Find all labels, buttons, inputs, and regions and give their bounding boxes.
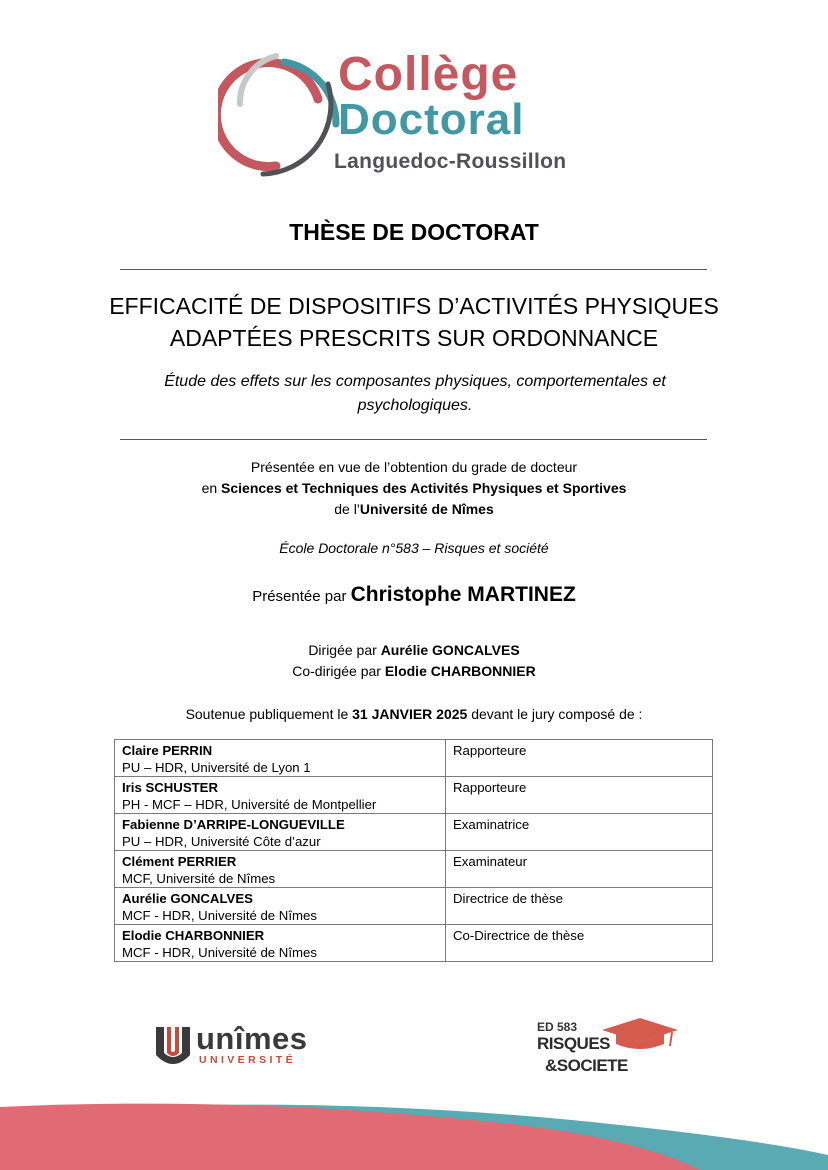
jury-table xyxy=(114,739,713,962)
jury-member-name: Iris SCHUSTER xyxy=(122,780,218,795)
ed-logo-line2: &SOCIETE xyxy=(545,1056,628,1075)
divider-bottom xyxy=(120,439,707,440)
table-row xyxy=(115,814,713,851)
logo-arc-red xyxy=(218,63,318,167)
thesis-title-line1: EFFICACITÉ DE DISPOSITIFS D’ACTIVITÉS PHYSIQUES xyxy=(109,293,719,319)
author-name: Christophe MARTINEZ xyxy=(350,583,576,606)
jury-member-cell xyxy=(115,888,446,925)
footer-wave xyxy=(0,1095,828,1170)
jury-member-name: Claire PERRIN xyxy=(122,743,213,758)
jury-member-name: Fabienne D’ARRIPE-LONGUEVILLE xyxy=(122,817,345,832)
jury-role: Examinateur xyxy=(446,851,713,888)
degree-line2 xyxy=(0,478,828,498)
doctoral-school: École Doctorale n°583 – Risques et société xyxy=(279,540,549,556)
degree-line3-prefix: de l’ xyxy=(334,501,360,517)
defense-date: 31 JANVIER 2025 xyxy=(352,706,468,722)
jury-member-cell xyxy=(115,814,446,851)
table-row xyxy=(115,925,713,962)
jury-role: Rapporteure xyxy=(446,740,713,777)
unimes-emblem-icon xyxy=(154,1025,192,1067)
director-name: Aurélie GONCALVES xyxy=(380,642,520,658)
logo-text-region: Languedoc-Roussillon xyxy=(334,150,567,173)
jury-member-cell xyxy=(115,777,446,814)
table-row xyxy=(115,740,713,777)
thesis-title-line2: ADAPTÉES PRESCRITS SUR ORDONNANCE xyxy=(169,325,659,351)
thesis-subtitle: Étude des effets sur les composantes physiques, comportementales et psychologiques. xyxy=(164,373,666,414)
defense-prefix: Soutenue publiquement le xyxy=(185,706,353,722)
unimes-logo-sub: UNIVERSITÉ xyxy=(199,1054,297,1066)
jury-role: Examinatrice xyxy=(446,814,713,851)
jury-member-title: MCF, Université de Nîmes xyxy=(122,871,276,886)
codirector-name: Elodie CHARBONNIER xyxy=(384,663,536,679)
degree-university: Université de Nîmes xyxy=(359,501,494,517)
jury-member-title: PU – HDR, Université de Lyon 1 xyxy=(122,760,311,775)
table-row xyxy=(115,888,713,925)
jury-member-name: Aurélie GONCALVES xyxy=(122,891,253,906)
codirected-prefix: Co-dirigée par xyxy=(292,663,385,679)
degree-line1: Présentée en vue de l’obtention du grade de docteur xyxy=(250,459,578,475)
directed-prefix: Dirigée par xyxy=(308,642,381,658)
degree-line2-prefix: en xyxy=(201,480,222,496)
presented-by-prefix: Présentée par xyxy=(252,588,351,605)
jury-member-name: Clément PERRIER xyxy=(122,854,237,869)
jury-member-cell xyxy=(115,925,446,962)
jury-role: Co-Directrice de thèse xyxy=(446,925,713,962)
jury-member-name: Elodie CHARBONNIER xyxy=(122,928,265,943)
jury-member-title: PH - MCF – HDR, Université de Montpellier xyxy=(122,797,377,812)
table-row xyxy=(115,777,713,814)
ed-number: ED 583 xyxy=(537,1020,578,1034)
thesis-title xyxy=(0,290,828,354)
jury-member-title: PU – HDR, Université Côte d’azur xyxy=(122,834,321,849)
thesis-type-heading: THÈSE DE DOCTORAT xyxy=(289,219,539,245)
jury-member-title: MCF - HDR, Université de Nîmes xyxy=(122,908,317,923)
jury-member-title: MCF - HDR, Université de Nîmes xyxy=(122,945,317,960)
jury-member-cell xyxy=(115,851,446,888)
logo-text-doctoral: Doctoral xyxy=(338,95,525,144)
jury-role: Directrice de thèse xyxy=(446,888,713,925)
degree-field: Sciences et Techniques des Activités Physiques et Sportives xyxy=(221,480,627,496)
ed-logo-line1: RISQUES xyxy=(537,1034,611,1053)
directed-by xyxy=(0,640,828,660)
presented-by xyxy=(0,580,828,612)
codirected-by xyxy=(0,661,828,681)
defense-suffix: devant le jury composé de : xyxy=(467,706,643,722)
unimes-logo-word: unîmes xyxy=(196,1021,308,1056)
jury-role: Rapporteure xyxy=(446,777,713,814)
graduation-cap-icon xyxy=(600,1014,680,1054)
divider-top xyxy=(120,269,707,270)
jury-member-cell xyxy=(115,740,446,777)
defense-line xyxy=(0,704,828,724)
degree-line3 xyxy=(0,499,828,519)
table-row xyxy=(115,851,713,888)
logo-text-college: Collège xyxy=(338,48,519,101)
